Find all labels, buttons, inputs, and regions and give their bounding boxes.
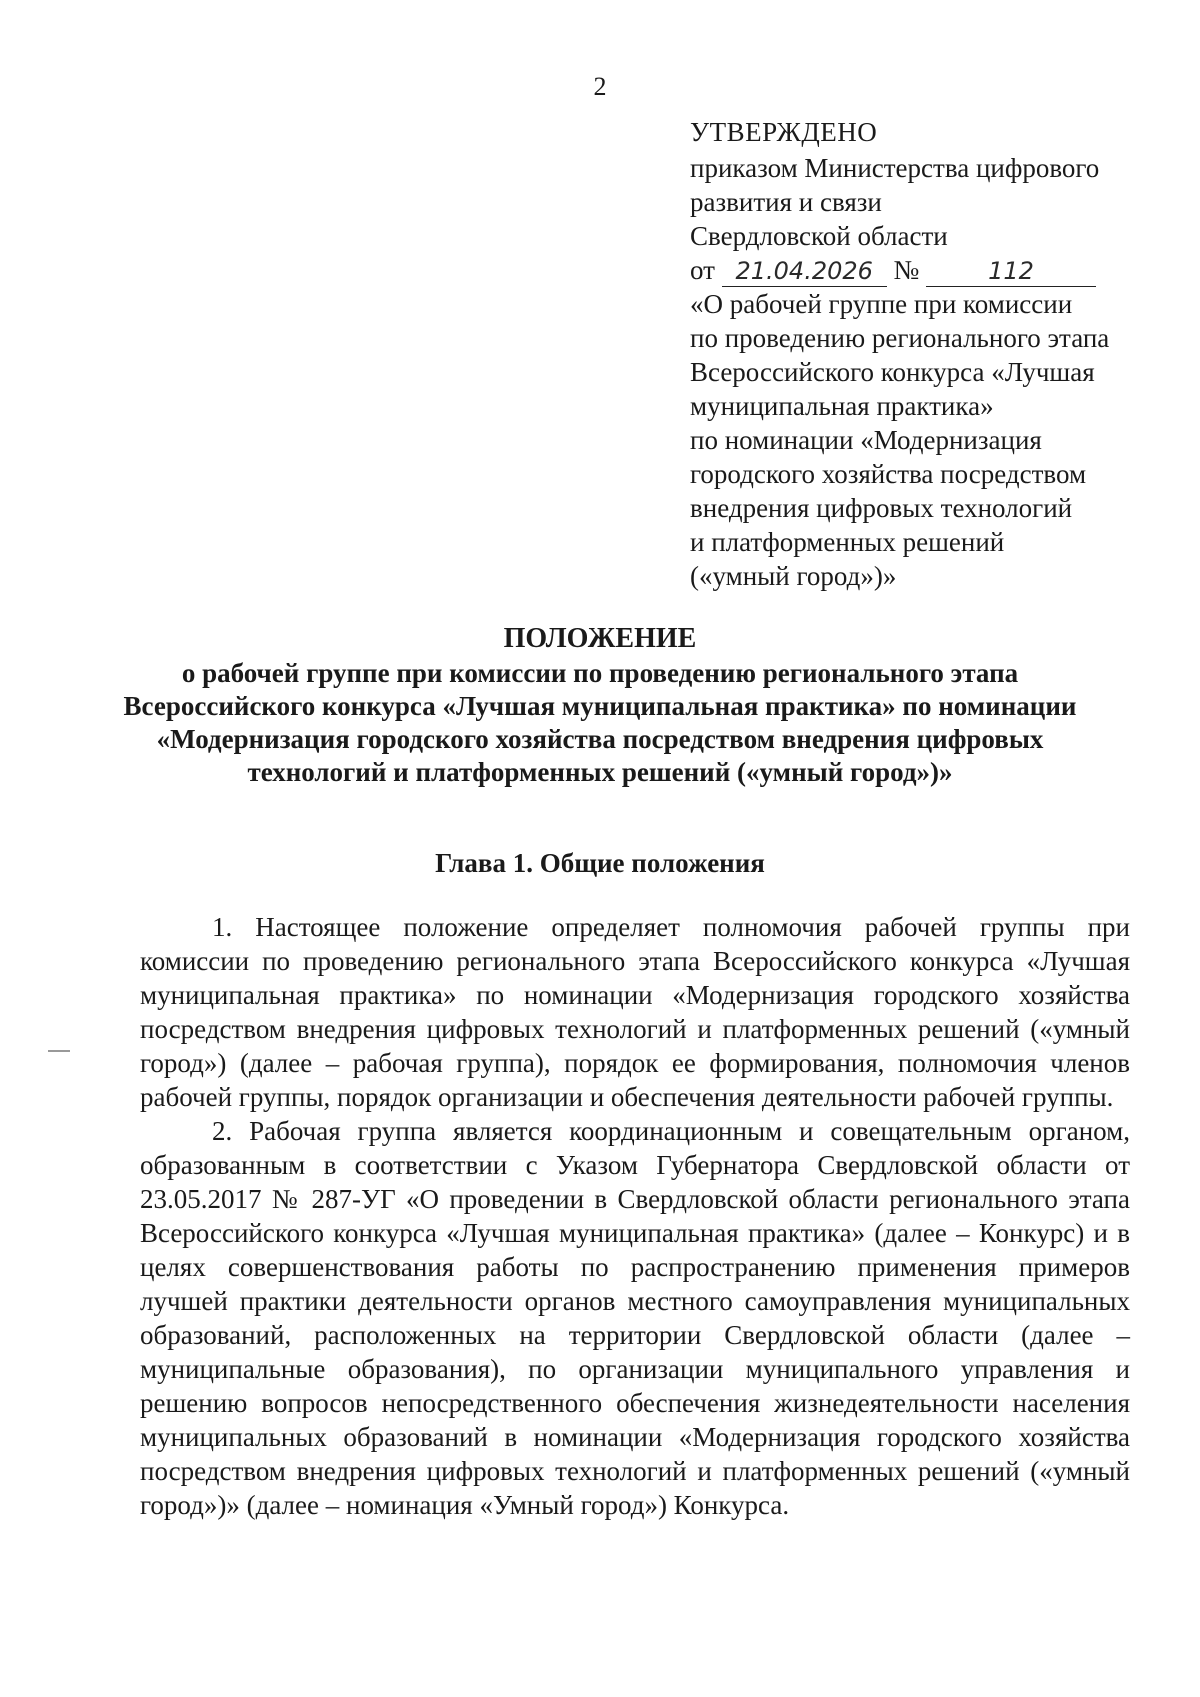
page-number: 2 [593,72,607,101]
order-title-line: («умный город»)» [690,561,897,591]
approval-line: Свердловской области [690,221,948,251]
handwritten-date: 21.04.2026 [722,256,887,287]
order-title-line: «О рабочей группе при комиссии [690,289,1073,319]
document-subtitle-line: Всероссийского конкурса «Лучшая муниципальная практика» по номинации [123,691,1077,721]
date-prefix: от [690,255,715,285]
approval-line: развития и связи [690,187,882,217]
chapter-heading: Глава 1. Общие положения [435,848,765,878]
order-title-line: муниципальная практика» [690,391,994,421]
handwritten-order-number: 112 [926,256,1096,287]
body-text [140,910,1130,1522]
order-title-line: и платформенных решений [690,527,1005,557]
document-title [120,622,1080,789]
order-title-line: городского хозяйства посредством [690,459,1087,489]
paragraph-1: 1. Настоящее положение определяет полномочия рабочей группы при комиссии по проведению регионального этапа Всероссийского конкурса «Лучшая муниципальная практика» по номинации «Модернизация городского хозяйства посредством внедрения цифровых технологий и платформенных решений («умный город») (далее – рабочая группа), порядок ее формирования, полномочия членов рабочей группы, порядок организации и обеспечения деятельности рабочей группы. [140,912,1130,1112]
document-subtitle-line: «Модернизация городского хозяйства посредством внедрения цифровых [156,724,1044,754]
approval-block [690,115,1160,593]
approval-line: приказом Министерства цифрового [690,153,1100,183]
document-subtitle-line: технологий и платформенных решений («умный город»)» [247,757,953,787]
number-sign: № [893,255,920,285]
order-date-number-row [690,253,1160,287]
order-title-line: внедрения цифровых технологий [690,493,1073,523]
approval-title: УТВЕРЖДЕНО [690,117,878,147]
document-title-main: ПОЛОЖЕНИЕ [503,623,697,654]
document-subtitle-line: о рабочей группе при комиссии по проведению регионального этапа [181,658,1019,688]
scan-artifact-mark [48,1050,70,1052]
order-title-line: по проведению регионального этапа [690,323,1110,353]
order-title-line: по номинации «Модернизация [690,425,1042,455]
paragraph-2: 2. Рабочая группа является координационным и совещательным органом, образованным в соответствии с Указом Губернатора Свердловской области от 23.05.2017 № 287-УГ «О проведении в Свердловской области регионального этапа Всероссийского конкурса «Лучшая муниципальная практика» (далее – Конкурс) и в целях совершенствования работы по распространению применения примеров лучшей практики деятельности органов местного самоуправления муниципальных образований, расположенных на территории Свердловской области (далее – муниципальные образования), по организации муниципального управления и решению вопросов непосредственного обеспечения жизнедеятельности населения муниципальных образований в номинации «Модернизация городского хозяйства посредством внедрения цифровых технологий и платформенных решений («умный город»)» (далее – номинация «Умный город») Конкурса. [140,1116,1130,1520]
order-title-line: Всероссийского конкурса «Лучшая [690,357,1095,387]
